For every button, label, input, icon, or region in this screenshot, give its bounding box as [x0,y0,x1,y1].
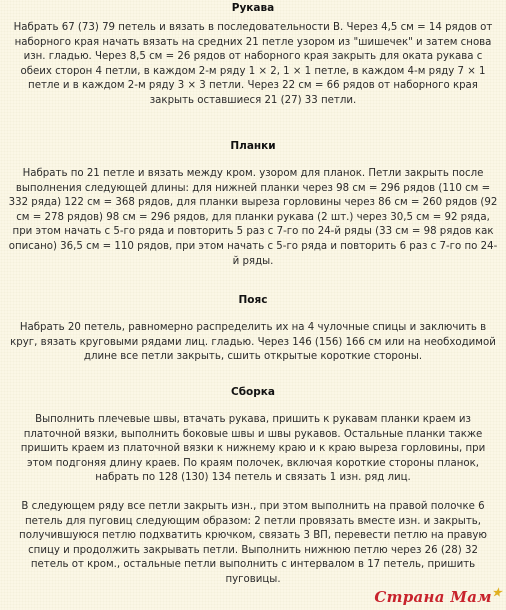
star-icon: ★ [491,586,502,599]
section-paragraph: Набрать по 21 петле и вязать между кром. узором для планок. Петли закрыть после выполнения следующей длины: для нижней планки через 98 см = 296 рядов (110 см = 332 ряда) 122 см = 368 рядов, для планки выреза горловины через 86 см = 260 рядов (92 см = 278 рядов) 98 см = 296 рядов, для планки рукава (2 шт.) через 30,5 см = 92 ряда, при этом начать с 5-го ряда и повторить 5 раз с 7-го по 24-й ряды (33 см = 98 рядов как описано) 36,5 см = 110 рядов, при этом начать с 5-го ряда и повторить 6 раз с 7-го по 24-й ряды. [8,168,498,267]
section-title: Сборка [231,386,275,398]
site-watermark-logo [374,586,502,606]
section-paragraph: Набрать 20 петель, равномерно распределить их на 4 чулочные спицы и заключить в круг, вязать круговыми рядами лиц. гладью. Через 146 (156) 166 см или на необходимой длине все петли закрыть, сшить открытые короткие стороны. [10,322,496,363]
section-sleeves [8,2,498,109]
section-paragraph: Выполнить плечевые швы, втачать рукава, пришить к рукавам планки краем из платочной вязки, выполнить боковые швы и швы рукавов. Остальные планки также пришить краем из платочной вязки к нижнему краю и к краю выреза горловины, при этом подгоняя длину краев. По краям полочек, включая короткие стороны планок, набрать по 128 (130) 134 петель и связать 1 изн. ряд лиц. [20,414,486,484]
section-assembly [8,386,498,588]
section-belt [8,294,498,365]
section-title: Пояс [238,294,268,306]
section-paragraph: Набрать 67 (73) 79 петель и вязать в последовательности В. Через 4,5 см = 14 рядов от наборного края начать вязать на средних 21 петле узором из "шишечек" и затем снова изн. гладью. Через 8,5 см = 26 рядов от наборного края закрыть для оката рукава с обеих сторон 4 петли, в каждом 2-м ряду 1 × 2, 1 × 1 петле, в каждом 4-м ряду 7 × 1 петле и в каждом 2-м ряду 3 × 3 петли. Через 22 см = 66 рядов от наборного края закрыть оставшиеся 21 (27) 33 петли. [13,22,493,106]
section-title: Планки [230,140,276,152]
watermark-text: Страна Мам [374,588,492,606]
section-bands [8,140,498,269]
section-paragraph: В следующем ряду все петли закрыть изн., при этом выполнить на правой полочке 6 петель для пуговиц следующим образом: 2 петли провязать вместе изн. и закрыть, получившуюся петлю подхватить крючком, связать 3 ВП, перевести петлю на правую спицу и продолжить закрывать петли. Выполнить нижнюю петлю через 26 (28) 32 петель от кром., остальные петли выполнить с интервалом в 17 петель, пришить пуговицы. [19,500,487,585]
section-title: Рукава [231,2,275,14]
